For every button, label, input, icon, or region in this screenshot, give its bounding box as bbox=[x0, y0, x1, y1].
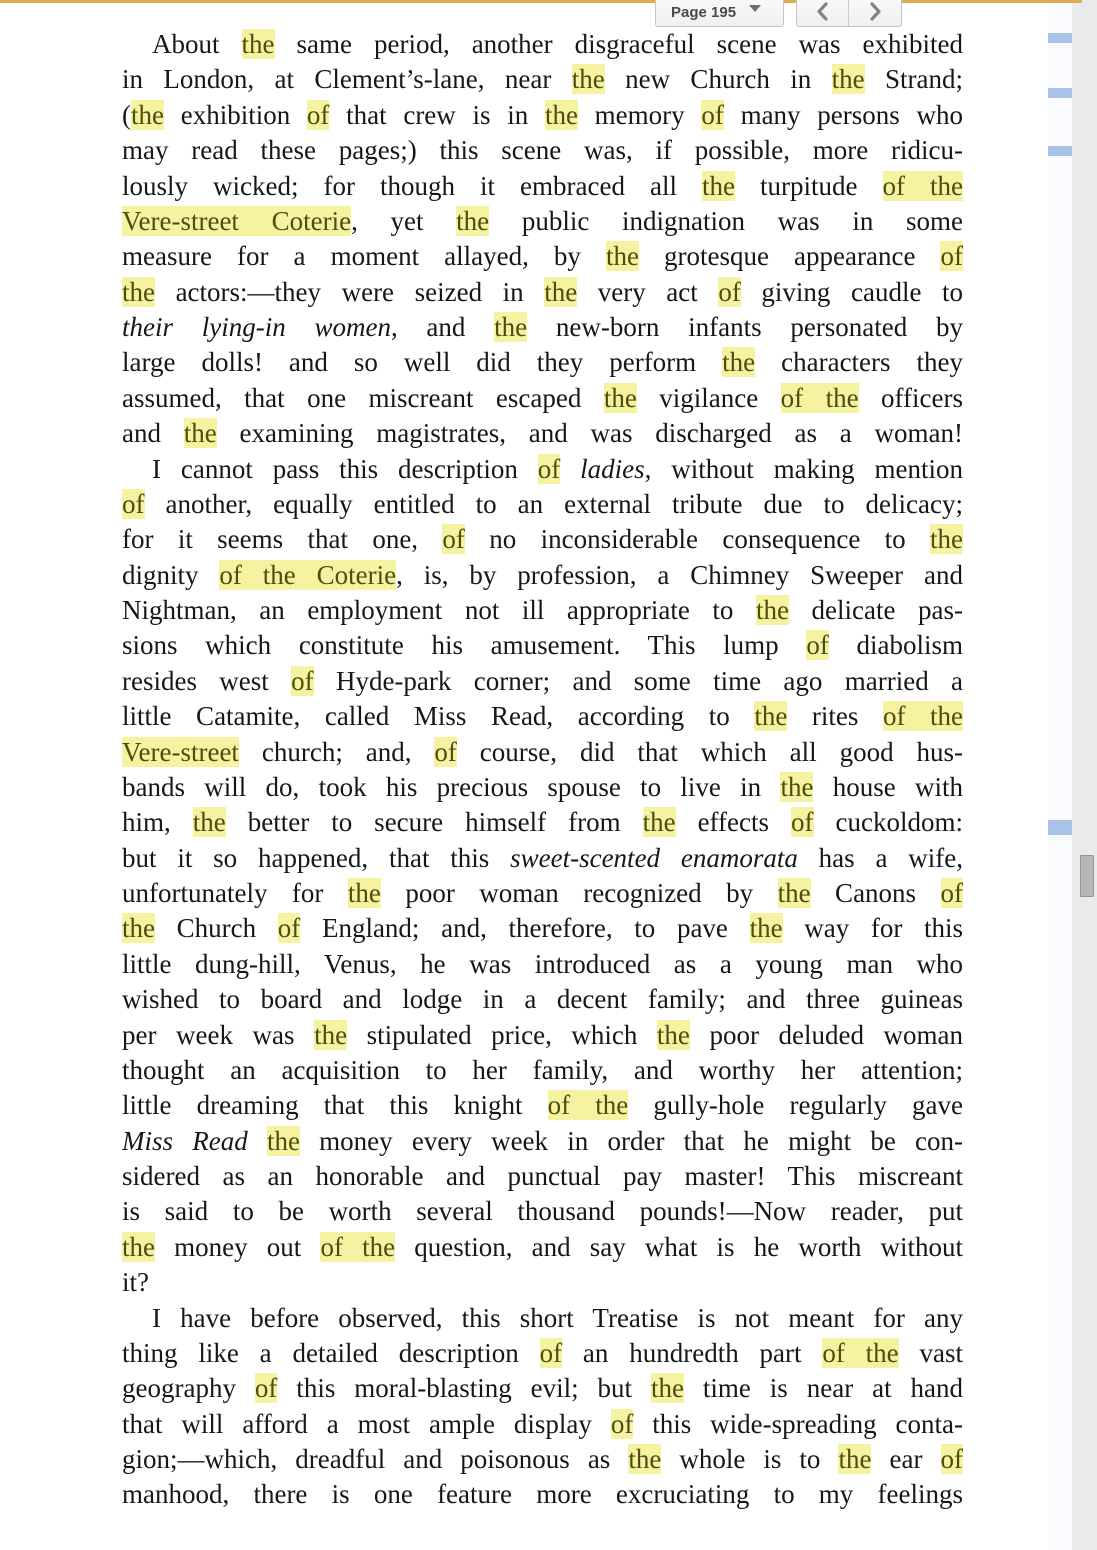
page-toolbar bbox=[655, 0, 902, 27]
search-term-highlight: the bbox=[777, 878, 811, 908]
text-line bbox=[122, 381, 963, 416]
text-segment: gion;—which, dreadful and poisonous as bbox=[122, 1444, 629, 1474]
italic-text: ladies bbox=[580, 453, 645, 484]
text-line bbox=[122, 1194, 963, 1229]
search-term-highlight: the bbox=[838, 1444, 872, 1474]
search-term-highlight: of the bbox=[780, 382, 859, 413]
text-segment: turpitude bbox=[734, 170, 883, 201]
text-segment: examining magistrates, and was discharged as a woman! bbox=[216, 418, 963, 449]
text-line bbox=[122, 947, 963, 982]
text-segment: for it seems that one, bbox=[122, 524, 443, 555]
text-segment: vast bbox=[898, 1337, 963, 1368]
text-line bbox=[122, 1301, 963, 1336]
text-segment: assumed, that one miscreant escaped bbox=[122, 382, 604, 413]
search-term-highlight: the bbox=[241, 29, 275, 59]
text-line bbox=[122, 487, 963, 522]
text-line bbox=[122, 735, 963, 770]
chevron-right-icon bbox=[868, 2, 883, 21]
search-term-highlight: the bbox=[605, 241, 639, 272]
text-segment: him, bbox=[122, 807, 193, 838]
text-line bbox=[122, 1124, 963, 1159]
text-line bbox=[122, 558, 963, 593]
search-term-highlight: the bbox=[929, 524, 963, 555]
search-term-highlight: the bbox=[494, 312, 528, 342]
text-segment: About bbox=[152, 29, 242, 59]
dropdown-arrow-icon bbox=[749, 5, 761, 12]
text-segment: delicate pas- bbox=[788, 595, 963, 625]
text-segment: gully-hole regularly gave bbox=[628, 1090, 963, 1121]
text-segment: wished to board and lodge in a decent family; and three guineas bbox=[122, 984, 963, 1015]
chevron-left-icon bbox=[815, 2, 830, 21]
text-segment: new Church in bbox=[604, 64, 832, 95]
search-term-highlight: the bbox=[650, 1373, 684, 1404]
text-line bbox=[122, 1230, 963, 1265]
text-segment: stipulated price, which bbox=[347, 1019, 657, 1050]
search-term-highlight: the bbox=[749, 913, 783, 944]
text-line bbox=[122, 345, 963, 380]
search-term-highlight: the bbox=[701, 170, 735, 201]
text-segment: many persons who bbox=[723, 99, 963, 130]
text-segment: thing like a detailed description bbox=[122, 1337, 540, 1368]
text-segment: effects bbox=[675, 807, 792, 838]
text-line bbox=[122, 982, 963, 1017]
text-segment: that will afford a most ample display bbox=[122, 1408, 611, 1439]
search-term-highlight: of the bbox=[882, 170, 963, 201]
text-segment bbox=[560, 454, 580, 484]
text-line bbox=[122, 522, 963, 557]
text-segment: Hyde-park corner; and some time ago married a bbox=[313, 665, 963, 696]
text-segment: , without making mention bbox=[644, 453, 963, 484]
text-line bbox=[122, 204, 963, 239]
text-line bbox=[122, 805, 963, 840]
text-segment bbox=[248, 1126, 267, 1156]
text-segment: memory bbox=[577, 99, 702, 130]
search-term-highlight: of bbox=[306, 99, 330, 130]
search-term-highlight: the bbox=[656, 1019, 690, 1050]
search-term-highlight: the bbox=[122, 1231, 155, 1262]
text-segment: may read these pages;) this scene was, if possible, more ridicu- bbox=[122, 135, 963, 166]
text-line bbox=[122, 911, 963, 946]
text-segment: exhibition bbox=[164, 99, 307, 130]
search-match-strip[interactable] bbox=[1048, 0, 1072, 1550]
text-segment: geography bbox=[122, 1373, 255, 1404]
text-segment: unfortunately for bbox=[122, 878, 348, 908]
text-segment: that crew is in bbox=[329, 99, 545, 130]
search-term-highlight: the bbox=[603, 382, 637, 413]
top-accent-rule bbox=[0, 0, 1082, 3]
text-line bbox=[122, 1371, 963, 1406]
text-segment: another, equally entitled to an external tribute due to delicacy; bbox=[144, 488, 963, 519]
search-term-highlight: the bbox=[722, 347, 756, 378]
text-segment: whole is to bbox=[661, 1444, 839, 1474]
text-segment: measure for a moment allayed, by bbox=[122, 241, 606, 272]
text-segment: little dung-hill, Venus, he was introduced as a young man who bbox=[122, 948, 963, 979]
search-term-highlight: the bbox=[544, 276, 578, 307]
search-term-highlight: the bbox=[122, 276, 155, 307]
text-line bbox=[122, 593, 963, 628]
search-term-highlight: the bbox=[347, 878, 381, 908]
search-term-highlight: the bbox=[266, 1125, 300, 1156]
text-segment: it? bbox=[122, 1267, 149, 1298]
search-term-highlight: the bbox=[571, 64, 605, 95]
text-segment: public indignation was in some bbox=[489, 205, 963, 236]
text-line bbox=[122, 1336, 963, 1371]
search-term-highlight: of bbox=[539, 1337, 563, 1368]
text-segment: thought an acquisition to her family, and worthy her attention; bbox=[122, 1054, 963, 1085]
text-line bbox=[122, 310, 963, 345]
text-line bbox=[122, 1442, 963, 1477]
search-term-highlight: of bbox=[701, 99, 724, 130]
text-line bbox=[122, 1159, 963, 1194]
search-hit-marker[interactable] bbox=[1048, 88, 1072, 98]
text-segment: poor woman recognized by bbox=[380, 878, 778, 908]
search-term-highlight: the bbox=[131, 99, 164, 130]
search-term-highlight: Vere-street bbox=[122, 736, 239, 767]
italic-text: sweet-scented enamorata bbox=[510, 842, 798, 873]
text-segment: Nightman, an employment not ill appropriate to bbox=[122, 595, 756, 625]
search-term-highlight: of bbox=[291, 665, 314, 696]
text-segment: , and bbox=[390, 312, 495, 342]
search-term-highlight: the bbox=[642, 807, 676, 838]
text-segment: money out bbox=[155, 1231, 321, 1262]
text-segment: ear bbox=[871, 1444, 941, 1474]
text-line bbox=[122, 1407, 963, 1442]
text-segment: better to secure himself from bbox=[225, 807, 643, 838]
text-segment: grotesque appearance bbox=[638, 241, 941, 272]
text-line bbox=[122, 770, 963, 805]
text-segment: , is, by profession, a Chimney Sweeper and bbox=[396, 559, 963, 590]
text-segment: poor deluded woman bbox=[689, 1019, 963, 1050]
text-segment: England; and, therefore, to pave bbox=[300, 913, 750, 944]
text-segment: vigilance bbox=[636, 382, 781, 413]
text-segment: Church bbox=[155, 913, 278, 944]
text-line bbox=[122, 664, 963, 699]
search-term-highlight: of the bbox=[320, 1231, 396, 1262]
text-segment: house with bbox=[813, 771, 963, 802]
search-term-highlight: of bbox=[442, 524, 465, 555]
text-segment: church; and, bbox=[238, 736, 435, 767]
search-term-highlight: of bbox=[610, 1408, 634, 1439]
text-segment: , yet bbox=[351, 205, 457, 236]
text-line bbox=[122, 416, 963, 451]
text-line bbox=[122, 699, 963, 734]
search-term-highlight: the bbox=[755, 595, 789, 625]
italic-text: their lying-in women bbox=[122, 312, 391, 342]
text-segment: but it so happened, that this bbox=[122, 842, 511, 873]
search-term-highlight: the bbox=[544, 99, 578, 130]
text-segment: dignity bbox=[122, 559, 220, 590]
text-segment: very act bbox=[577, 276, 719, 307]
text-segment: manhood, there is one feature more excruciating to my feelings bbox=[122, 1479, 963, 1510]
search-term-highlight: of bbox=[254, 1373, 278, 1404]
text-segment: and bbox=[122, 418, 184, 449]
text-segment: in London, at Clement’s-lane, near bbox=[122, 64, 572, 95]
search-term-highlight: the bbox=[183, 418, 217, 449]
text-line bbox=[122, 841, 963, 876]
text-segment: I cannot pass this description bbox=[152, 453, 538, 484]
text-segment: money every week in order that he might be con- bbox=[299, 1125, 963, 1156]
text-segment: bands will do, took his precious spouse to live in bbox=[122, 771, 781, 802]
text-segment: lously wicked; for though it embraced all bbox=[122, 170, 702, 201]
text-segment: I have before observed, this short Treatise is not meant for any bbox=[152, 1302, 963, 1333]
search-term-highlight: of the bbox=[882, 701, 963, 732]
text-segment: Canons bbox=[810, 878, 941, 908]
search-term-highlight: of bbox=[122, 488, 145, 519]
text-line bbox=[122, 275, 963, 310]
text-segment: no inconsiderable consequence to bbox=[464, 524, 930, 555]
text-segment: time is near at hand bbox=[683, 1373, 963, 1404]
text-segment: ( bbox=[122, 99, 131, 130]
search-term-highlight: the bbox=[456, 205, 490, 236]
text-segment: is said to be worth several thousand pounds!—Now reader, put bbox=[122, 1196, 963, 1227]
text-segment: this moral-blasting evil; but bbox=[277, 1373, 651, 1404]
search-term-highlight: the bbox=[192, 807, 226, 838]
text-segment: little dreaming that this knight bbox=[122, 1090, 548, 1121]
text-line bbox=[122, 62, 963, 97]
text-line bbox=[122, 628, 963, 663]
text-line bbox=[122, 876, 963, 911]
search-term-highlight: of the bbox=[822, 1337, 899, 1368]
next-page-button[interactable] bbox=[849, 0, 901, 26]
text-segment: large dolls! and so well did they perform bbox=[122, 347, 723, 378]
text-segment: characters they bbox=[755, 347, 963, 378]
text-segment: giving caudle to bbox=[740, 276, 963, 307]
text-line bbox=[122, 169, 963, 204]
search-term-highlight: the bbox=[628, 1444, 662, 1474]
text-line bbox=[122, 98, 963, 133]
search-term-highlight: of the Coterie bbox=[219, 559, 397, 590]
text-segment: this wide-spreading conta- bbox=[633, 1408, 963, 1439]
page-selector-dropdown[interactable] bbox=[655, 0, 784, 27]
search-hit-marker[interactable] bbox=[1048, 146, 1072, 156]
search-term-highlight: of bbox=[277, 913, 301, 944]
page-number-label: Page 195 bbox=[671, 4, 737, 21]
page-nav-buttons bbox=[796, 0, 902, 27]
text-line bbox=[122, 1265, 963, 1300]
text-segment: diabolism bbox=[828, 630, 963, 661]
text-segment: way for this bbox=[782, 913, 963, 944]
text-segment: sidered as an honorable and punctual pay master! This miscreant bbox=[122, 1161, 963, 1191]
text-segment: little Catamite, called Miss Read, according to bbox=[122, 701, 755, 732]
scrollbar-thumb[interactable] bbox=[1080, 855, 1094, 897]
italic-text: Miss Read bbox=[122, 1125, 248, 1156]
text-segment: cuckoldom: bbox=[813, 807, 963, 838]
search-term-highlight: of bbox=[434, 736, 457, 767]
search-term-highlight: the bbox=[780, 771, 814, 802]
text-segment: new-born infants personated by bbox=[527, 312, 963, 342]
search-term-highlight: of bbox=[940, 241, 963, 272]
search-term-highlight: Vere-street Coterie bbox=[122, 205, 352, 236]
text-segment: officers bbox=[858, 382, 963, 413]
text-segment: has a wife, bbox=[797, 842, 963, 873]
search-hit-marker[interactable] bbox=[1048, 820, 1072, 835]
search-term-highlight: the bbox=[831, 64, 865, 95]
text-line bbox=[122, 1088, 963, 1123]
search-term-highlight: of bbox=[940, 1444, 963, 1474]
text-segment: actors:—they were seized in bbox=[155, 276, 545, 307]
search-term-highlight: of bbox=[718, 276, 741, 307]
text-line bbox=[122, 1053, 963, 1088]
text-segment: course, did that which all good hus- bbox=[456, 736, 963, 767]
text-segment: same period, another disgraceful scene was exhibited bbox=[274, 29, 963, 59]
search-term-highlight: of bbox=[791, 807, 814, 838]
search-term-highlight: of bbox=[806, 630, 829, 661]
text-segment: resides west bbox=[122, 665, 292, 696]
text-segment: per week was bbox=[122, 1019, 315, 1050]
search-term-highlight: the bbox=[314, 1019, 348, 1050]
search-term-highlight: of bbox=[537, 453, 561, 484]
text-line bbox=[122, 1018, 963, 1053]
book-page-text bbox=[122, 27, 963, 1513]
search-term-highlight: the bbox=[122, 913, 155, 944]
search-term-highlight: the bbox=[754, 701, 788, 732]
previous-page-button[interactable] bbox=[797, 0, 849, 26]
text-line bbox=[122, 133, 963, 168]
scrollbar-track[interactable] bbox=[1072, 0, 1097, 1550]
text-segment: Strand; bbox=[864, 64, 963, 95]
text-segment: rites bbox=[787, 701, 883, 732]
text-line bbox=[122, 27, 963, 62]
text-line bbox=[122, 452, 963, 487]
text-segment: sions which constitute his amusement. This lump bbox=[122, 630, 807, 661]
text-segment: question, and say what is he worth without bbox=[395, 1231, 963, 1262]
search-term-highlight: of the bbox=[547, 1090, 629, 1121]
text-segment: an hundredth part bbox=[562, 1337, 823, 1368]
text-line bbox=[122, 1477, 963, 1512]
search-hit-marker[interactable] bbox=[1048, 33, 1072, 43]
search-term-highlight: of bbox=[940, 878, 963, 908]
text-line bbox=[122, 239, 963, 274]
